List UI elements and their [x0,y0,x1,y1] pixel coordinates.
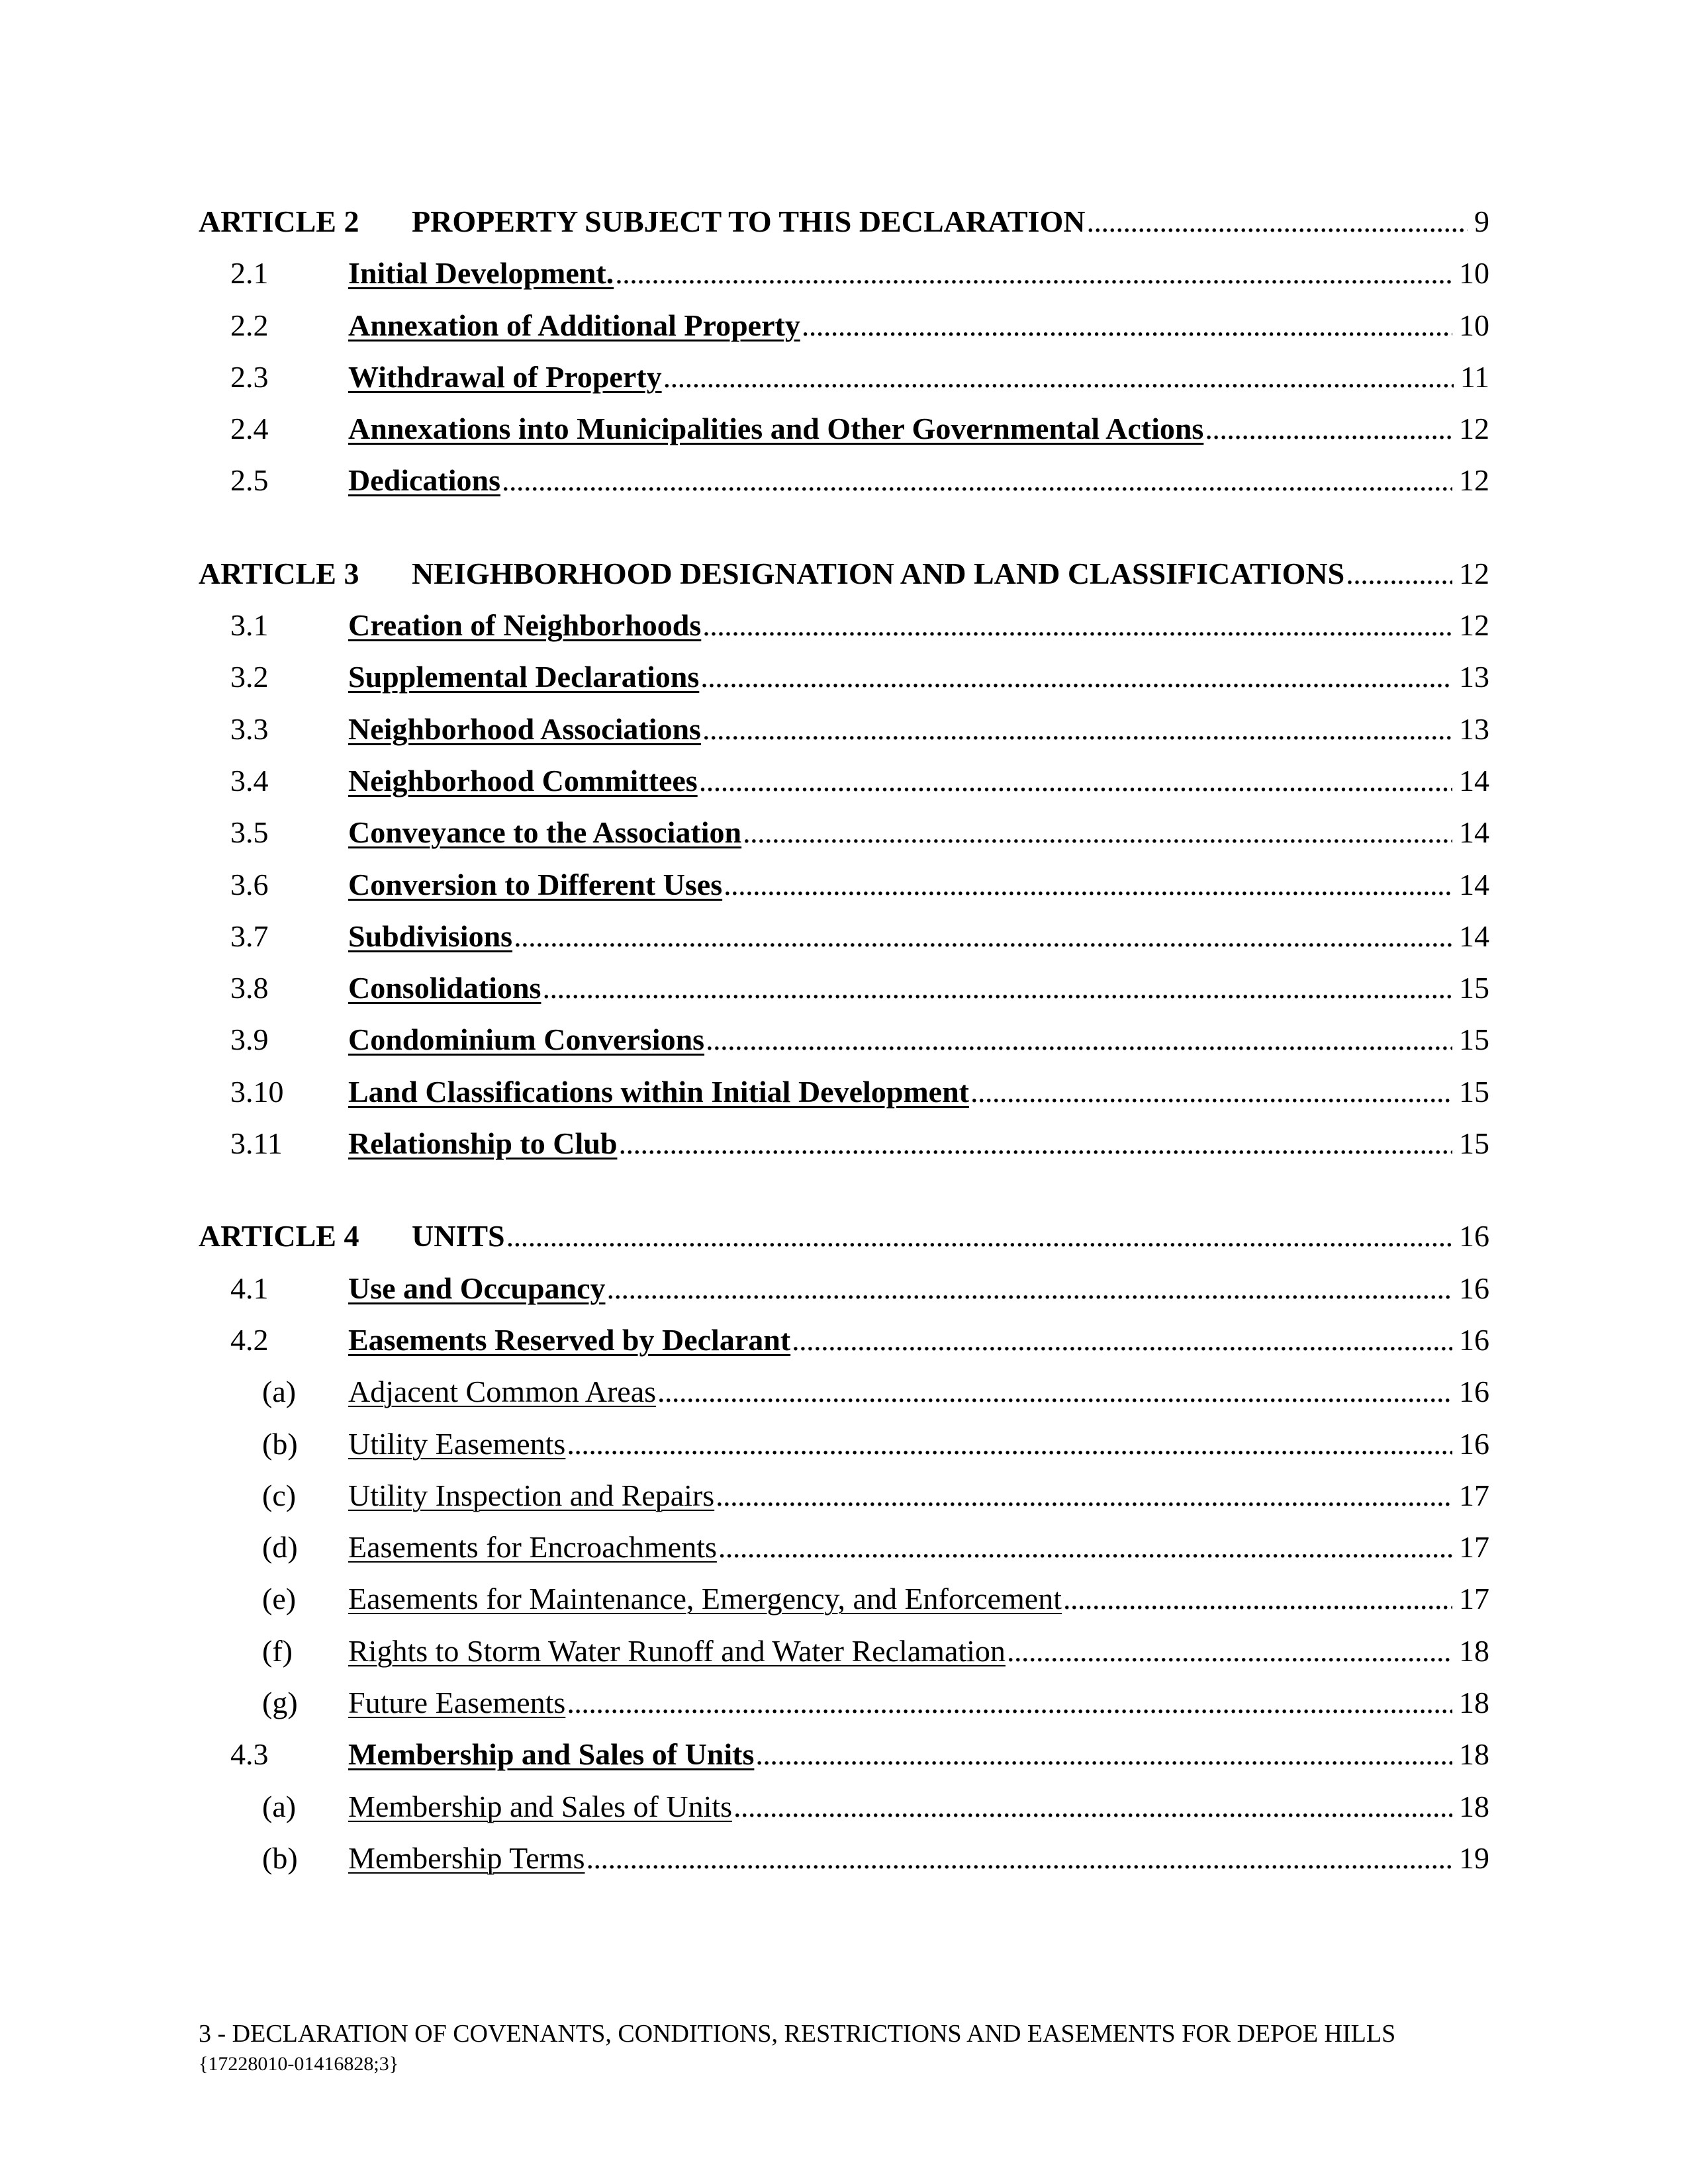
toc-entry-title[interactable]: Annexations into Municipalities and Other Governmental Actions [348,412,1204,446]
toc-entry-page-number: 14 [1459,763,1489,797]
toc-entry-line [348,351,1489,403]
toc-entry-page-number: 16 [1459,1271,1489,1305]
toc-entry-number: 3.5 [230,815,269,850]
toc-entry-page-number: 16 [1459,1219,1489,1253]
toc-entry-section [199,1314,1489,1366]
dot-leader [542,962,1452,1014]
toc-entry-number: 2.5 [230,463,269,498]
toc-entry-title[interactable]: Easements for Maintenance, Emergency, and Enforcement [348,1582,1062,1616]
dot-leader [1205,403,1452,455]
toc-entry-sub [199,1366,1489,1418]
toc-entry-page-number: 14 [1459,867,1489,901]
toc-entry-page-number: 18 [1459,1686,1489,1720]
toc-entry-title[interactable]: Subdivisions [348,919,513,953]
toc-entry-page-number: 13 [1459,660,1489,694]
toc-entry-number: 4.1 [230,1271,269,1305]
toc-entry-number: 4.3 [230,1737,269,1772]
toc-spacer [199,507,1489,548]
toc-entry-number: 2.4 [230,412,269,446]
dot-leader [506,1210,1452,1262]
toc-entry-page-number: 15 [1459,1074,1489,1109]
toc-entry-article [199,196,1489,248]
toc-entry-section [199,248,1489,299]
toc-entry-title[interactable]: Membership and Sales of Units [348,1737,755,1772]
toc-entry-title[interactable]: Neighborhood Committees [348,763,698,797]
toc-entry-section [199,704,1489,755]
toc-entry-line [348,1522,1489,1573]
dot-leader [586,1833,1453,1884]
toc-entry-section [199,1014,1489,1066]
toc-entry-line [348,704,1489,755]
toc-entry-line [348,911,1489,962]
toc-entry-section [199,455,1489,506]
toc-entry-page-number: 10 [1459,308,1489,342]
dot-leader [802,300,1452,351]
toc-entry-line [348,1781,1489,1833]
toc-entry-title[interactable]: Membership and Sales of Units [348,1789,733,1823]
toc-entry-title[interactable]: Rights to Storm Water Runoff and Water Reclamation [348,1633,1006,1668]
dot-leader [706,1014,1452,1066]
toc-entry-section [199,1729,1489,1780]
toc-entry-number: (f) [262,1633,293,1668]
dot-leader [716,1470,1452,1522]
toc-entry-section [199,755,1489,807]
toc-entry-page-number: 14 [1459,815,1489,850]
dot-leader [718,1522,1452,1573]
toc-entry-number: 3.4 [230,763,269,797]
toc-entry-section [199,911,1489,962]
toc-entry-page-number: 12 [1459,556,1489,590]
toc-entry-title[interactable]: Supplemental Declarations [348,660,700,694]
dot-leader [970,1066,1452,1118]
toc-entry-line [412,548,1489,600]
toc-entry-number: ARTICLE 2 [199,205,359,238]
dot-leader [567,1418,1452,1470]
dot-leader [514,911,1452,962]
toc-entry-title[interactable]: Utility Easements [348,1426,566,1461]
dot-leader [1063,1573,1452,1625]
toc-entry-title[interactable]: Condominium Conversions [348,1023,705,1057]
dot-leader [1086,196,1468,248]
toc-entry-line [348,1014,1489,1066]
toc-entry-page-number: 17 [1459,1582,1489,1616]
toc-entry-number: ARTICLE 3 [199,556,359,590]
dot-leader [1007,1625,1452,1677]
toc-entry-line [348,1625,1489,1677]
toc-entry-line [412,196,1489,248]
toc-entry-sub [199,1833,1489,1884]
toc-entry-page-number: 18 [1459,1737,1489,1772]
toc-entry-line [348,403,1489,455]
toc-entry-section [199,962,1489,1014]
toc-entry-number: 3.11 [230,1126,283,1161]
footer-document-code: {17228010-01416828;3} [199,2053,399,2075]
toc-entry-number: 2.1 [230,256,269,291]
toc-entry-page-number: 15 [1459,1126,1489,1161]
toc-entry-page-number: 18 [1459,1633,1489,1668]
dot-leader [792,1314,1452,1366]
toc-entry-number: (d) [262,1530,298,1565]
toc-entry-page-number: 11 [1460,359,1489,394]
toc-entry-title[interactable]: Land Classifications within Initial Development [348,1074,969,1109]
toc-entry-sub [199,1625,1489,1677]
toc-entry-line [348,1066,1489,1118]
toc-entry-title[interactable]: Future Easements [348,1686,566,1720]
toc-entry-line [348,455,1489,506]
toc-entry-title[interactable]: Consolidations [348,971,541,1005]
toc-entry-page-number: 10 [1459,256,1489,291]
toc-entry-section [199,1263,1489,1314]
toc-entry-title[interactable]: Conveyance to the Association [348,815,742,850]
toc-entry-page-number: 17 [1459,1530,1489,1565]
toc-entry-section [199,807,1489,858]
toc-entry-title[interactable]: UNITS [412,1219,505,1253]
dot-leader [1346,548,1452,600]
toc-spacer [199,1169,1489,1210]
toc-entry-number: (e) [262,1582,297,1616]
dot-leader [700,651,1452,703]
toc-entry-number: ARTICLE 4 [199,1219,359,1253]
toc-entry-sub [199,1677,1489,1729]
footer-title: 3 - DECLARATION OF COVENANTS, CONDITIONS, RESTRICTIONS AND EASEMENTS FOR DEPOE HILLS [199,2020,1396,2048]
dot-leader [733,1781,1452,1833]
dot-leader [615,248,1452,299]
toc-entry-page-number: 16 [1459,1322,1489,1357]
toc-entry-line [348,859,1489,911]
toc-entry-line [348,300,1489,351]
toc-entry-sub [199,1418,1489,1470]
toc-entry-line [348,248,1489,299]
toc-entry-line [412,1210,1489,1262]
toc-entry-number: 3.8 [230,971,269,1005]
toc-entry-title[interactable]: Use and Occupancy [348,1271,606,1305]
toc-entry-number: 3.10 [230,1074,284,1109]
toc-entry-section [199,351,1489,403]
toc-entry-page-number: 18 [1459,1789,1489,1823]
toc-entry-number: 3.2 [230,660,269,694]
toc-entry-section [199,300,1489,351]
toc-entry-title[interactable]: NEIGHBORHOOD DESIGNATION AND LAND CLASSIFICATIONS [412,556,1345,590]
table-of-contents [199,196,1489,1884]
toc-entry-line [348,1573,1489,1625]
toc-entry-title[interactable]: Dedications [348,463,500,498]
toc-entry-title[interactable]: Conversion to Different Uses [348,867,723,901]
toc-entry-page-number: 13 [1459,711,1489,746]
toc-entry-sub [199,1781,1489,1833]
dot-leader [724,859,1452,911]
toc-entry-title[interactable]: Creation of Neighborhoods [348,608,702,643]
toc-entry-page-number: 12 [1459,412,1489,446]
toc-entry-section [199,1118,1489,1169]
toc-entry-title[interactable]: PROPERTY SUBJECT TO THIS DECLARATION [412,205,1086,238]
toc-entry-line [348,1470,1489,1522]
toc-entry-number: (b) [262,1841,298,1875]
toc-entry-line [348,1729,1489,1780]
toc-entry-page-number: 12 [1459,608,1489,643]
toc-entry-number: 3.3 [230,711,269,746]
toc-entry-title[interactable]: Annexation of Additional Property [348,308,800,342]
toc-entry-page-number: 16 [1459,1426,1489,1461]
toc-entry-line [348,1263,1489,1314]
dot-leader [567,1677,1452,1729]
toc-entry-number: (g) [262,1686,298,1720]
dot-leader [743,807,1452,858]
toc-entry-number: 2.2 [230,308,269,342]
toc-entry-line [348,1118,1489,1169]
toc-entry-title[interactable]: Relationship to Club [348,1126,618,1161]
toc-entry-page-number: 16 [1459,1375,1489,1409]
toc-entry-line [348,1366,1489,1418]
toc-entry-section [199,403,1489,455]
dot-leader [702,704,1452,755]
toc-entry-article [199,1210,1489,1262]
toc-entry-page-number: 17 [1459,1478,1489,1512]
dot-leader [606,1263,1452,1314]
toc-entry-title[interactable]: Withdrawal of Property [348,359,662,394]
toc-entry-title[interactable]: Initial Development. [348,256,614,291]
dot-leader [618,1118,1452,1169]
toc-entry-title[interactable]: Neighborhood Associations [348,711,701,746]
toc-entry-title[interactable]: Adjacent Common Areas [348,1375,657,1409]
toc-entry-number: 3.9 [230,1023,269,1057]
toc-entry-sub [199,1470,1489,1522]
toc-entry-title[interactable]: Membership Terms [348,1841,585,1875]
toc-entry-line [348,807,1489,858]
toc-entry-section [199,1066,1489,1118]
dot-leader [502,455,1452,506]
toc-entry-number: 2.3 [230,359,269,394]
toc-entry-section [199,651,1489,703]
dot-leader [702,600,1452,651]
toc-entry-page-number: 9 [1474,205,1489,238]
toc-entry-page-number: 15 [1459,971,1489,1005]
toc-entry-number: 3.6 [230,867,269,901]
page-footer [199,2019,1395,2079]
toc-entry-number: 4.2 [230,1322,269,1357]
toc-entry-line [348,962,1489,1014]
toc-entry-number: 3.7 [230,919,269,953]
dot-leader [663,351,1454,403]
toc-entry-line [348,1833,1489,1884]
toc-entry-number: (a) [262,1789,297,1823]
toc-entry-page-number: 14 [1459,919,1489,953]
toc-entry-section [199,859,1489,911]
dot-leader [755,1729,1452,1780]
toc-entry-sub [199,1522,1489,1573]
dot-leader [699,755,1452,807]
toc-entry-number: (a) [262,1375,297,1409]
toc-entry-article [199,548,1489,600]
toc-entry-line [348,1418,1489,1470]
toc-entry-line [348,1677,1489,1729]
toc-entry-line [348,651,1489,703]
toc-entry-sub [199,1573,1489,1625]
toc-entry-title[interactable]: Easements for Encroachments [348,1530,717,1565]
toc-entry-line [348,600,1489,651]
toc-entry-number: (c) [262,1478,297,1512]
dot-leader [657,1366,1452,1418]
toc-entry-line [348,755,1489,807]
toc-entry-page-number: 19 [1459,1841,1489,1875]
toc-entry-title[interactable]: Easements Reserved by Declarant [348,1322,791,1357]
toc-entry-line [348,1314,1489,1366]
toc-entry-page-number: 12 [1459,463,1489,498]
toc-entry-page-number: 15 [1459,1023,1489,1057]
toc-entry-number: 3.1 [230,608,269,643]
toc-entry-section [199,600,1489,651]
toc-entry-number: (b) [262,1426,298,1461]
toc-entry-title[interactable]: Utility Inspection and Repairs [348,1478,715,1512]
